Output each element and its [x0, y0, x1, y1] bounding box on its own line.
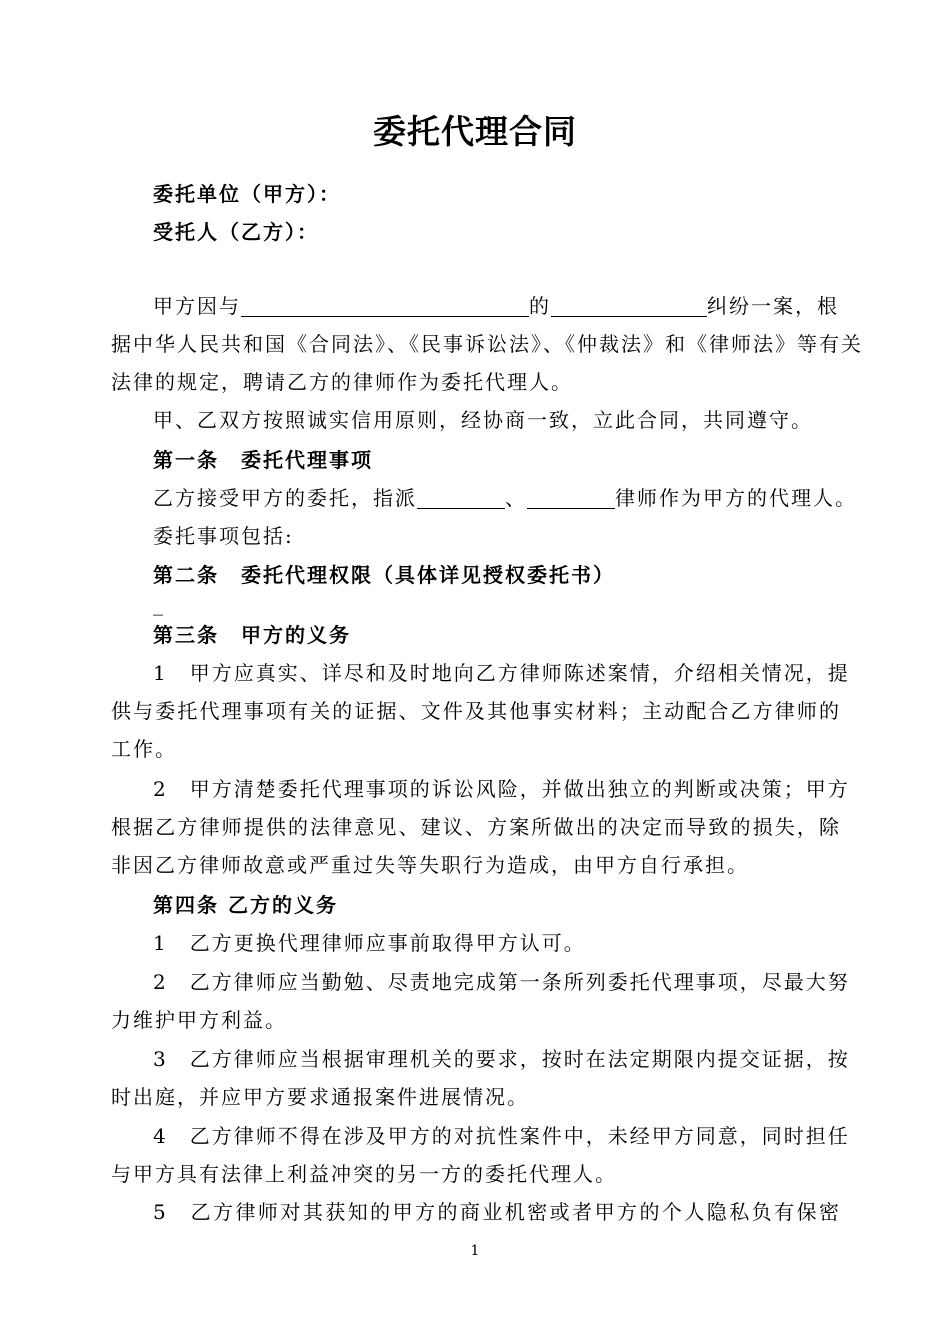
article-1-line-2: 委托事项包括:: [153, 524, 294, 548]
article-3-p2-line-3: 非因乙方律师故意或严重过失等失职行为造成，由甲方自行承担。: [111, 853, 749, 877]
intro-text-3: 纠纷一案，根: [707, 294, 839, 318]
page-number: 1: [470, 1243, 480, 1259]
lawyer-1-blank: [417, 488, 505, 509]
article-1-heading: 第一条 委托代理事项: [153, 448, 373, 472]
article-4-p4-line-2: 与甲方具有法律上利益冲突的另一方的委托代理人。: [111, 1162, 617, 1186]
article-4-p2-line-1: 2 乙方律师应当勤勉、尽责地完成第一条所列委托代理事项，尽最大努: [153, 970, 850, 994]
article-3-p1-line-2: 供与委托代理事项有关的证据、文件及其他事实材料；主动配合乙方律师的: [111, 699, 841, 723]
article-3-p1-line-1: 1 甲方应真实、详尽和及时地向乙方律师陈述案情，介绍相关情况，提: [153, 661, 850, 685]
article-2-blank: _: [153, 592, 165, 616]
article-3-heading: 第三条 甲方的义务: [153, 623, 351, 647]
article-3-p2-line-1: 2 甲方清楚委托代理事项的诉讼风险，并做出独立的判断或决策；甲方: [153, 777, 850, 801]
dispute-type-blank: [551, 296, 707, 317]
article-4-p2-line-2: 力维护甲方利益。: [111, 1008, 287, 1032]
party-a-label: 委托单位（甲方）：: [153, 182, 341, 206]
intro-line-1: [153, 292, 841, 320]
intro-line-3: 法律的规定，聘请乙方的律师作为委托代理人。: [111, 370, 573, 394]
article-4-p4-line-1: 4 乙方律师不得在涉及甲方的对抗性案件中，未经甲方同意，同时担任: [153, 1124, 850, 1148]
intro-text-1: 甲方因与: [153, 294, 241, 318]
party-b-label: 受托人（乙方）：: [153, 220, 319, 244]
article-4-p5-line-1: 5 乙方律师对其获知的甲方的商业机密或者甲方的个人隐私负有保密: [153, 1200, 841, 1224]
intro-text-2: 的: [529, 294, 551, 318]
article-4-p3-line-1: 3 乙方律师应当根据审理机关的要求，按时在法定期限内提交证据，按: [153, 1047, 850, 1071]
document-title: 委托代理合同: [373, 112, 577, 151]
article-3-p1-line-3: 工作。: [111, 737, 177, 761]
article-1-text-1: 乙方接受甲方的委托，指派: [153, 486, 417, 510]
article-1-text-2: 、: [505, 486, 527, 510]
article-3-p2-line-2: 根据乙方律师提供的法律意见、建议、方案所做出的决定而导致的损失，除: [111, 815, 841, 839]
article-1-line-1: [153, 484, 857, 512]
opposing-party-blank: [241, 296, 529, 317]
lawyer-2-blank: [527, 488, 615, 509]
article-4-p1-line-1: 1 乙方更换代理律师应事前取得甲方认可。: [153, 931, 586, 955]
article-1-text-3: 律师作为甲方的代理人。: [615, 486, 857, 510]
agreement-text: 甲、乙双方按照诚实信用原则，经协商一致，立此合同，共同遵守。: [153, 408, 813, 432]
article-4-heading: 第四条 乙方的义务: [153, 893, 338, 917]
intro-line-2: 据中华人民共和国《合同法》、《民事诉讼法》、《仲裁法》和《律师法》等有关: [111, 332, 863, 356]
article-4-p3-line-2: 时出庭，并应甲方要求通报案件进展情况。: [111, 1085, 529, 1109]
article-2-heading: 第二条 委托代理权限（具体详见授权委托书）: [153, 563, 615, 587]
